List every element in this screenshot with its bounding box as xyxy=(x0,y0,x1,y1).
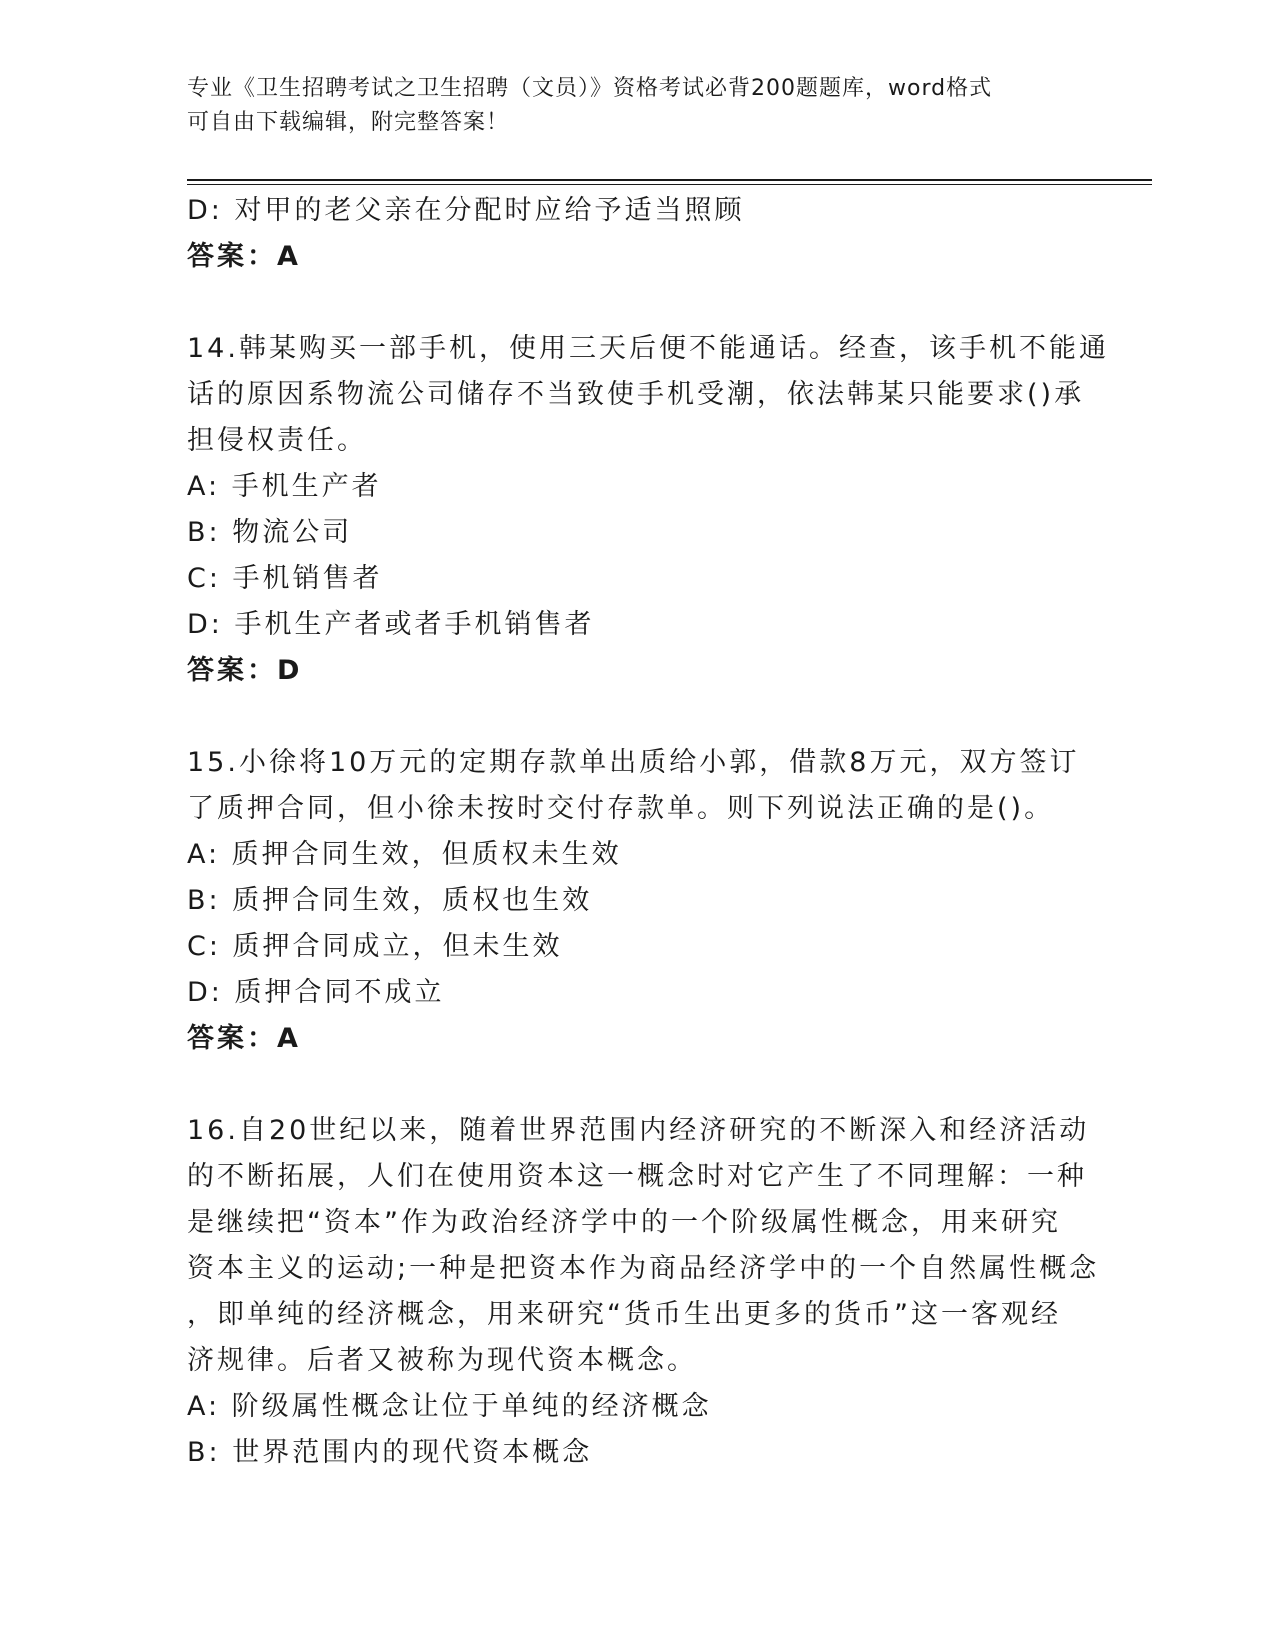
question-16 xyxy=(187,1108,1100,1476)
question-text-line: 济规律。后者又被称为现代资本概念。 xyxy=(187,1345,697,1376)
question-text-line: 担侵权责任。 xyxy=(187,425,367,456)
answer: 答案：A xyxy=(187,1023,301,1054)
option-b: B: 质押合同生效，质权也生效 xyxy=(187,885,593,916)
header-line-2: 可自由下载编辑，附完整答案！ xyxy=(187,110,510,135)
question-14 xyxy=(187,326,1109,694)
question-text-line: 14.韩某购买一部手机，使用三天后便不能通话。经查，该手机不能通 xyxy=(187,333,1109,364)
option-c: C: 质押合同成立，但未生效 xyxy=(187,931,563,962)
previous-answer: 答案：A xyxy=(187,241,301,272)
option-a: A: 手机生产者 xyxy=(187,471,382,502)
option-c: C: 手机销售者 xyxy=(187,563,383,594)
option-b: B: 物流公司 xyxy=(187,517,353,548)
option-b: B: 世界范围内的现代资本概念 xyxy=(187,1437,593,1468)
question-content xyxy=(187,188,1109,1476)
question-text-line: 资本主义的运动;一种是把资本作为商品经济学中的一个自然属性概念 xyxy=(187,1253,1100,1284)
question-text-line: 15.小徐将10万元的定期存款单出质给小郭，借款8万元，双方签订 xyxy=(187,747,1080,778)
option-d: D: 手机生产者或者手机销售者 xyxy=(187,609,595,640)
question-text-line: 16.自20世纪以来，随着世界范围内经济研究的不断深入和经济活动 xyxy=(187,1115,1090,1146)
previous-option-d: D: 对甲的老父亲在分配时应给予适当照顾 xyxy=(187,195,745,226)
header-divider-thin xyxy=(187,184,1152,185)
option-a: A: 阶级属性概念让位于单纯的经济概念 xyxy=(187,1391,712,1422)
question-text-line: 话的原因系物流公司储存不当致使手机受潮，依法韩某只能要求()承 xyxy=(187,379,1085,410)
question-text-line: 是继续把“资本”作为政治经济学中的一个阶级属性概念，用来研究 xyxy=(187,1207,1061,1238)
header-divider-thick xyxy=(187,179,1152,181)
option-d: D: 质押合同不成立 xyxy=(187,977,445,1008)
answer: 答案：D xyxy=(187,655,303,686)
question-text-line: 了质押合同，但小徐未按时交付存款单。则下列说法正确的是()。 xyxy=(187,793,1055,824)
header-line-1: 专业《卫生招聘考试之卫生招聘（文员）》资格考试必背200题题库，word格式 xyxy=(187,76,993,101)
option-a: A: 质押合同生效，但质权未生效 xyxy=(187,839,622,870)
question-15 xyxy=(187,740,1087,1062)
question-text-line: 的不断拓展，人们在使用资本这一概念时对它产生了不同理解：一种 xyxy=(187,1161,1087,1192)
document-header xyxy=(187,72,1087,140)
question-text-line: ，即单纯的经济概念，用来研究“货币生出更多的货币”这一客观经 xyxy=(187,1299,1061,1330)
